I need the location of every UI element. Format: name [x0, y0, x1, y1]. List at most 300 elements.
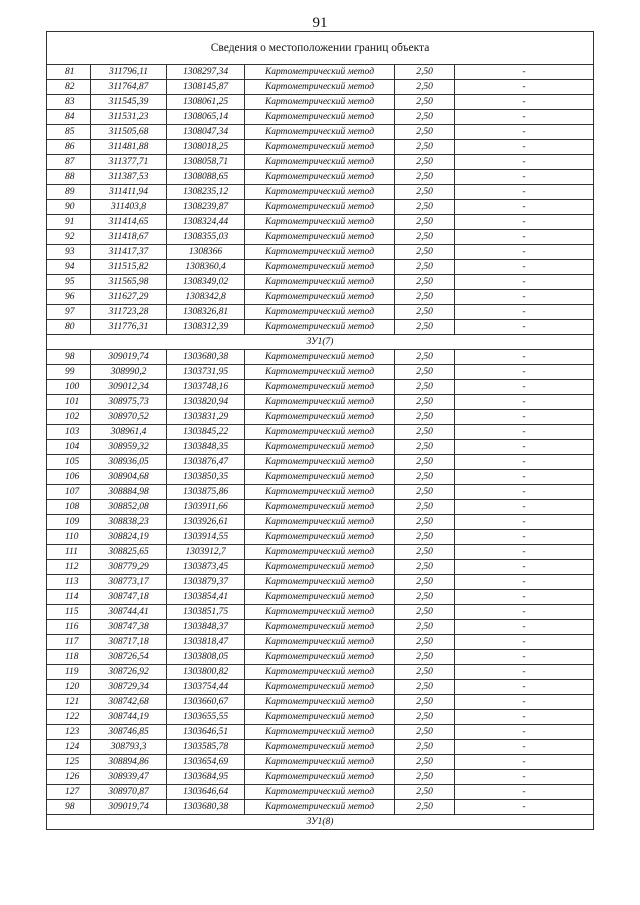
accuracy-cell: 2,50 — [395, 530, 455, 545]
table-row — [47, 800, 594, 815]
y-coordinate-cell: 1303748,16 — [167, 380, 245, 395]
y-coordinate-cell: 1303854,41 — [167, 590, 245, 605]
method-cell: Картометрический метод — [245, 665, 395, 680]
method-cell: Картометрический метод — [245, 500, 395, 515]
description-cell: - — [455, 635, 594, 650]
x-coordinate-cell: 311565,98 — [91, 275, 167, 290]
table-row — [47, 245, 594, 260]
point-number-cell: 125 — [47, 755, 91, 770]
method-cell: Картометрический метод — [245, 635, 395, 650]
method-cell: Картометрический метод — [245, 755, 395, 770]
point-number-cell: 123 — [47, 725, 91, 740]
x-coordinate-cell: 311411,94 — [91, 185, 167, 200]
y-coordinate-cell: 1308047,34 — [167, 125, 245, 140]
method-cell: Картометрический метод — [245, 800, 395, 815]
accuracy-cell: 2,50 — [395, 590, 455, 605]
description-cell: - — [455, 215, 594, 230]
method-cell: Картометрический метод — [245, 410, 395, 425]
table-row — [47, 110, 594, 125]
table-row — [47, 650, 594, 665]
table-row — [47, 635, 594, 650]
method-cell: Картометрический метод — [245, 695, 395, 710]
point-number-cell: 122 — [47, 710, 91, 725]
point-number-cell: 114 — [47, 590, 91, 605]
point-number-cell: 108 — [47, 500, 91, 515]
accuracy-cell: 2,50 — [395, 320, 455, 335]
table-row — [47, 530, 594, 545]
point-number-cell: 94 — [47, 260, 91, 275]
x-coordinate-cell: 308779,29 — [91, 560, 167, 575]
method-cell: Картометрический метод — [245, 380, 395, 395]
accuracy-cell: 2,50 — [395, 665, 455, 680]
point-number-cell: 103 — [47, 425, 91, 440]
description-cell: - — [455, 710, 594, 725]
y-coordinate-cell: 1303851,75 — [167, 605, 245, 620]
point-number-cell: 116 — [47, 620, 91, 635]
point-number-cell: 102 — [47, 410, 91, 425]
y-coordinate-cell: 1308366 — [167, 245, 245, 260]
y-coordinate-cell: 1303680,38 — [167, 350, 245, 365]
point-number-cell: 100 — [47, 380, 91, 395]
point-number-cell: 87 — [47, 155, 91, 170]
x-coordinate-cell: 309019,74 — [91, 800, 167, 815]
method-cell: Картометрический метод — [245, 245, 395, 260]
x-coordinate-cell: 311545,39 — [91, 95, 167, 110]
description-cell: - — [455, 620, 594, 635]
x-coordinate-cell: 308742,68 — [91, 695, 167, 710]
description-cell: - — [455, 755, 594, 770]
point-number-cell: 90 — [47, 200, 91, 215]
method-cell: Картометрический метод — [245, 350, 395, 365]
point-number-cell: 119 — [47, 665, 91, 680]
y-coordinate-cell: 1308297,34 — [167, 65, 245, 80]
point-number-cell: 110 — [47, 530, 91, 545]
method-cell: Картометрический метод — [245, 680, 395, 695]
accuracy-cell: 2,50 — [395, 515, 455, 530]
x-coordinate-cell: 308744,41 — [91, 605, 167, 620]
point-number-cell: 124 — [47, 740, 91, 755]
description-cell: - — [455, 530, 594, 545]
table-row — [47, 545, 594, 560]
method-cell: Картометрический метод — [245, 65, 395, 80]
x-coordinate-cell: 311505,68 — [91, 125, 167, 140]
point-number-cell: 93 — [47, 245, 91, 260]
method-cell: Картометрический метод — [245, 305, 395, 320]
x-coordinate-cell: 308961,4 — [91, 425, 167, 440]
accuracy-cell: 2,50 — [395, 470, 455, 485]
y-coordinate-cell: 1303850,35 — [167, 470, 245, 485]
description-cell: - — [455, 440, 594, 455]
x-coordinate-cell: 311515,82 — [91, 260, 167, 275]
point-number-cell: 118 — [47, 650, 91, 665]
point-number-cell: 127 — [47, 785, 91, 800]
accuracy-cell: 2,50 — [395, 245, 455, 260]
table-row — [47, 320, 594, 335]
y-coordinate-cell: 1303655,55 — [167, 710, 245, 725]
accuracy-cell: 2,50 — [395, 365, 455, 380]
x-coordinate-cell: 308970,52 — [91, 410, 167, 425]
accuracy-cell: 2,50 — [395, 545, 455, 560]
y-coordinate-cell: 1303654,69 — [167, 755, 245, 770]
y-coordinate-cell: 1303873,45 — [167, 560, 245, 575]
x-coordinate-cell: 308729,34 — [91, 680, 167, 695]
method-cell: Картометрический метод — [245, 155, 395, 170]
point-number-cell: 112 — [47, 560, 91, 575]
table-row — [47, 65, 594, 80]
accuracy-cell: 2,50 — [395, 620, 455, 635]
accuracy-cell: 2,50 — [395, 110, 455, 125]
description-cell: - — [455, 590, 594, 605]
accuracy-cell: 2,50 — [395, 725, 455, 740]
method-cell: Картометрический метод — [245, 290, 395, 305]
method-cell: Картометрический метод — [245, 485, 395, 500]
point-number-cell: 113 — [47, 575, 91, 590]
x-coordinate-cell: 311418,67 — [91, 230, 167, 245]
y-coordinate-cell: 1303845,22 — [167, 425, 245, 440]
y-coordinate-cell: 1308360,4 — [167, 260, 245, 275]
description-cell: - — [455, 680, 594, 695]
accuracy-cell: 2,50 — [395, 95, 455, 110]
accuracy-cell: 2,50 — [395, 605, 455, 620]
x-coordinate-cell: 311414,65 — [91, 215, 167, 230]
method-cell: Картометрический метод — [245, 425, 395, 440]
method-cell: Картометрический метод — [245, 95, 395, 110]
description-cell: - — [455, 365, 594, 380]
x-coordinate-cell: 311776,31 — [91, 320, 167, 335]
table-row — [47, 620, 594, 635]
method-cell: Картометрический метод — [245, 770, 395, 785]
point-number-cell: 97 — [47, 305, 91, 320]
description-cell: - — [455, 695, 594, 710]
y-coordinate-cell: 1308088,65 — [167, 170, 245, 185]
description-cell: - — [455, 665, 594, 680]
table-row — [47, 440, 594, 455]
x-coordinate-cell: 311764,87 — [91, 80, 167, 95]
accuracy-cell: 2,50 — [395, 455, 455, 470]
method-cell: Картометрический метод — [245, 215, 395, 230]
description-cell: - — [455, 350, 594, 365]
description-cell: - — [455, 515, 594, 530]
description-cell: - — [455, 740, 594, 755]
accuracy-cell: 2,50 — [395, 65, 455, 80]
description-cell: - — [455, 770, 594, 785]
y-coordinate-cell: 1303914,55 — [167, 530, 245, 545]
point-number-cell: 84 — [47, 110, 91, 125]
method-cell: Картометрический метод — [245, 725, 395, 740]
section-label: ЗУ1(8) — [47, 815, 594, 830]
description-cell: - — [455, 545, 594, 560]
description-cell: - — [455, 200, 594, 215]
table-row — [47, 455, 594, 470]
method-cell: Картометрический метод — [245, 320, 395, 335]
y-coordinate-cell: 1308145,87 — [167, 80, 245, 95]
y-coordinate-cell: 1308239,87 — [167, 200, 245, 215]
y-coordinate-cell: 1303646,51 — [167, 725, 245, 740]
description-cell: - — [455, 290, 594, 305]
method-cell: Картометрический метод — [245, 515, 395, 530]
section-row — [47, 335, 594, 350]
y-coordinate-cell: 1303684,95 — [167, 770, 245, 785]
table-row — [47, 305, 594, 320]
accuracy-cell: 2,50 — [395, 710, 455, 725]
table-row — [47, 260, 594, 275]
table-row — [47, 140, 594, 155]
point-number-cell: 107 — [47, 485, 91, 500]
method-cell: Картометрический метод — [245, 620, 395, 635]
accuracy-cell: 2,50 — [395, 125, 455, 140]
accuracy-cell: 2,50 — [395, 635, 455, 650]
accuracy-cell: 2,50 — [395, 485, 455, 500]
point-number-cell: 89 — [47, 185, 91, 200]
table-row — [47, 215, 594, 230]
point-number-cell: 109 — [47, 515, 91, 530]
description-cell: - — [455, 320, 594, 335]
description-cell: - — [455, 650, 594, 665]
x-coordinate-cell: 308975,73 — [91, 395, 167, 410]
table-row — [47, 710, 594, 725]
description-cell: - — [455, 560, 594, 575]
accuracy-cell: 2,50 — [395, 560, 455, 575]
y-coordinate-cell: 1308065,14 — [167, 110, 245, 125]
accuracy-cell: 2,50 — [395, 260, 455, 275]
page-number: 91 — [312, 15, 328, 31]
point-number-cell: 82 — [47, 80, 91, 95]
table-row — [47, 755, 594, 770]
y-coordinate-cell: 1308342,8 — [167, 290, 245, 305]
y-coordinate-cell: 1308061,25 — [167, 95, 245, 110]
accuracy-cell: 2,50 — [395, 800, 455, 815]
x-coordinate-cell: 308717,18 — [91, 635, 167, 650]
table-row — [47, 740, 594, 755]
table-row — [47, 785, 594, 800]
point-number-cell: 121 — [47, 695, 91, 710]
table-row — [47, 665, 594, 680]
y-coordinate-cell: 1303926,61 — [167, 515, 245, 530]
accuracy-cell: 2,50 — [395, 785, 455, 800]
method-cell: Картометрический метод — [245, 230, 395, 245]
point-number-cell: 106 — [47, 470, 91, 485]
table-row — [47, 485, 594, 500]
point-number-cell: 80 — [47, 320, 91, 335]
table-row — [47, 185, 594, 200]
method-cell: Картометрический метод — [245, 530, 395, 545]
method-cell: Картометрический метод — [245, 650, 395, 665]
y-coordinate-cell: 1303848,37 — [167, 620, 245, 635]
x-coordinate-cell: 308773,17 — [91, 575, 167, 590]
accuracy-cell: 2,50 — [395, 275, 455, 290]
accuracy-cell: 2,50 — [395, 290, 455, 305]
method-cell: Картометрический метод — [245, 605, 395, 620]
method-cell: Картометрический метод — [245, 275, 395, 290]
point-number-cell: 120 — [47, 680, 91, 695]
description-cell: - — [455, 395, 594, 410]
table-row — [47, 380, 594, 395]
table-row — [47, 680, 594, 695]
description-cell: - — [455, 470, 594, 485]
x-coordinate-cell: 311796,11 — [91, 65, 167, 80]
method-cell: Картометрический метод — [245, 455, 395, 470]
description-cell: - — [455, 110, 594, 125]
point-number-cell: 95 — [47, 275, 91, 290]
x-coordinate-cell: 308959,32 — [91, 440, 167, 455]
description-cell: - — [455, 605, 594, 620]
table-row — [47, 275, 594, 290]
x-coordinate-cell: 308747,38 — [91, 620, 167, 635]
table-row — [47, 500, 594, 515]
method-cell: Картометрический метод — [245, 395, 395, 410]
accuracy-cell: 2,50 — [395, 170, 455, 185]
accuracy-cell: 2,50 — [395, 575, 455, 590]
description-cell: - — [455, 305, 594, 320]
description-cell: - — [455, 800, 594, 815]
accuracy-cell: 2,50 — [395, 755, 455, 770]
accuracy-cell: 2,50 — [395, 440, 455, 455]
x-coordinate-cell: 311403,8 — [91, 200, 167, 215]
description-cell: - — [455, 275, 594, 290]
table-row — [47, 470, 594, 485]
description-cell: - — [455, 125, 594, 140]
description-cell: - — [455, 785, 594, 800]
x-coordinate-cell: 308936,05 — [91, 455, 167, 470]
x-coordinate-cell: 308939,47 — [91, 770, 167, 785]
accuracy-cell: 2,50 — [395, 770, 455, 785]
accuracy-cell: 2,50 — [395, 185, 455, 200]
x-coordinate-cell: 308970,87 — [91, 785, 167, 800]
y-coordinate-cell: 1303848,35 — [167, 440, 245, 455]
method-cell: Картометрический метод — [245, 125, 395, 140]
y-coordinate-cell: 1303731,95 — [167, 365, 245, 380]
x-coordinate-cell: 311387,53 — [91, 170, 167, 185]
method-cell: Картометрический метод — [245, 590, 395, 605]
description-cell: - — [455, 80, 594, 95]
method-cell: Картометрический метод — [245, 170, 395, 185]
description-cell: - — [455, 65, 594, 80]
point-number-cell: 104 — [47, 440, 91, 455]
table-row — [47, 575, 594, 590]
y-coordinate-cell: 1303875,86 — [167, 485, 245, 500]
x-coordinate-cell: 309019,74 — [91, 350, 167, 365]
x-coordinate-cell: 308884,98 — [91, 485, 167, 500]
accuracy-cell: 2,50 — [395, 650, 455, 665]
accuracy-cell: 2,50 — [395, 395, 455, 410]
accuracy-cell: 2,50 — [395, 155, 455, 170]
method-cell: Картометрический метод — [245, 575, 395, 590]
accuracy-cell: 2,50 — [395, 380, 455, 395]
y-coordinate-cell: 1303800,82 — [167, 665, 245, 680]
x-coordinate-cell: 308852,08 — [91, 500, 167, 515]
table-row — [47, 590, 594, 605]
accuracy-cell: 2,50 — [395, 350, 455, 365]
y-coordinate-cell: 1303818,47 — [167, 635, 245, 650]
x-coordinate-cell: 308746,85 — [91, 725, 167, 740]
accuracy-cell: 2,50 — [395, 695, 455, 710]
x-coordinate-cell: 308894,86 — [91, 755, 167, 770]
y-coordinate-cell: 1303879,37 — [167, 575, 245, 590]
x-coordinate-cell: 308904,68 — [91, 470, 167, 485]
method-cell: Картометрический метод — [245, 110, 395, 125]
method-cell: Картометрический метод — [245, 785, 395, 800]
x-coordinate-cell: 311481,88 — [91, 140, 167, 155]
x-coordinate-cell: 308793,3 — [91, 740, 167, 755]
table-row — [47, 770, 594, 785]
x-coordinate-cell: 311417,37 — [91, 245, 167, 260]
point-number-cell: 83 — [47, 95, 91, 110]
x-coordinate-cell: 308825,65 — [91, 545, 167, 560]
x-coordinate-cell: 311377,71 — [91, 155, 167, 170]
description-cell: - — [455, 230, 594, 245]
y-coordinate-cell: 1303646,64 — [167, 785, 245, 800]
method-cell: Картометрический метод — [245, 365, 395, 380]
y-coordinate-cell: 1303754,44 — [167, 680, 245, 695]
table-row — [47, 200, 594, 215]
description-cell: - — [455, 95, 594, 110]
table-row — [47, 80, 594, 95]
point-number-cell: 81 — [47, 65, 91, 80]
accuracy-cell: 2,50 — [395, 305, 455, 320]
y-coordinate-cell: 1303808,05 — [167, 650, 245, 665]
description-cell: - — [455, 245, 594, 260]
table-row — [47, 515, 594, 530]
table-row — [47, 725, 594, 740]
point-number-cell: 115 — [47, 605, 91, 620]
description-cell: - — [455, 155, 594, 170]
x-coordinate-cell: 308838,23 — [91, 515, 167, 530]
description-cell: - — [455, 485, 594, 500]
point-number-cell: 91 — [47, 215, 91, 230]
description-cell: - — [455, 260, 594, 275]
table-row — [47, 350, 594, 365]
x-coordinate-cell: 308824,19 — [91, 530, 167, 545]
table-row — [47, 410, 594, 425]
accuracy-cell: 2,50 — [395, 230, 455, 245]
x-coordinate-cell: 308726,54 — [91, 650, 167, 665]
table-row — [47, 605, 594, 620]
x-coordinate-cell: 308726,92 — [91, 665, 167, 680]
method-cell: Картометрический метод — [245, 440, 395, 455]
y-coordinate-cell: 1308312,39 — [167, 320, 245, 335]
accuracy-cell: 2,50 — [395, 200, 455, 215]
y-coordinate-cell: 1308349,02 — [167, 275, 245, 290]
point-number-cell: 92 — [47, 230, 91, 245]
table-row — [47, 125, 594, 140]
method-cell: Картометрический метод — [245, 470, 395, 485]
description-cell: - — [455, 185, 594, 200]
x-coordinate-cell: 308990,2 — [91, 365, 167, 380]
method-cell: Картометрический метод — [245, 140, 395, 155]
point-number-cell: 111 — [47, 545, 91, 560]
description-cell: - — [455, 140, 594, 155]
description-cell: - — [455, 410, 594, 425]
description-cell: - — [455, 455, 594, 470]
accuracy-cell: 2,50 — [395, 140, 455, 155]
accuracy-cell: 2,50 — [395, 215, 455, 230]
boundary-table — [46, 31, 594, 830]
table-row — [47, 95, 594, 110]
point-number-cell: 105 — [47, 455, 91, 470]
description-cell: - — [455, 725, 594, 740]
section-row — [47, 815, 594, 830]
description-cell: - — [455, 380, 594, 395]
table-row — [47, 695, 594, 710]
x-coordinate-cell: 311531,23 — [91, 110, 167, 125]
table-row — [47, 395, 594, 410]
table-row — [47, 560, 594, 575]
y-coordinate-cell: 1308018,25 — [167, 140, 245, 155]
accuracy-cell: 2,50 — [395, 740, 455, 755]
y-coordinate-cell: 1308326,81 — [167, 305, 245, 320]
y-coordinate-cell: 1303876,47 — [167, 455, 245, 470]
y-coordinate-cell: 1308235,12 — [167, 185, 245, 200]
